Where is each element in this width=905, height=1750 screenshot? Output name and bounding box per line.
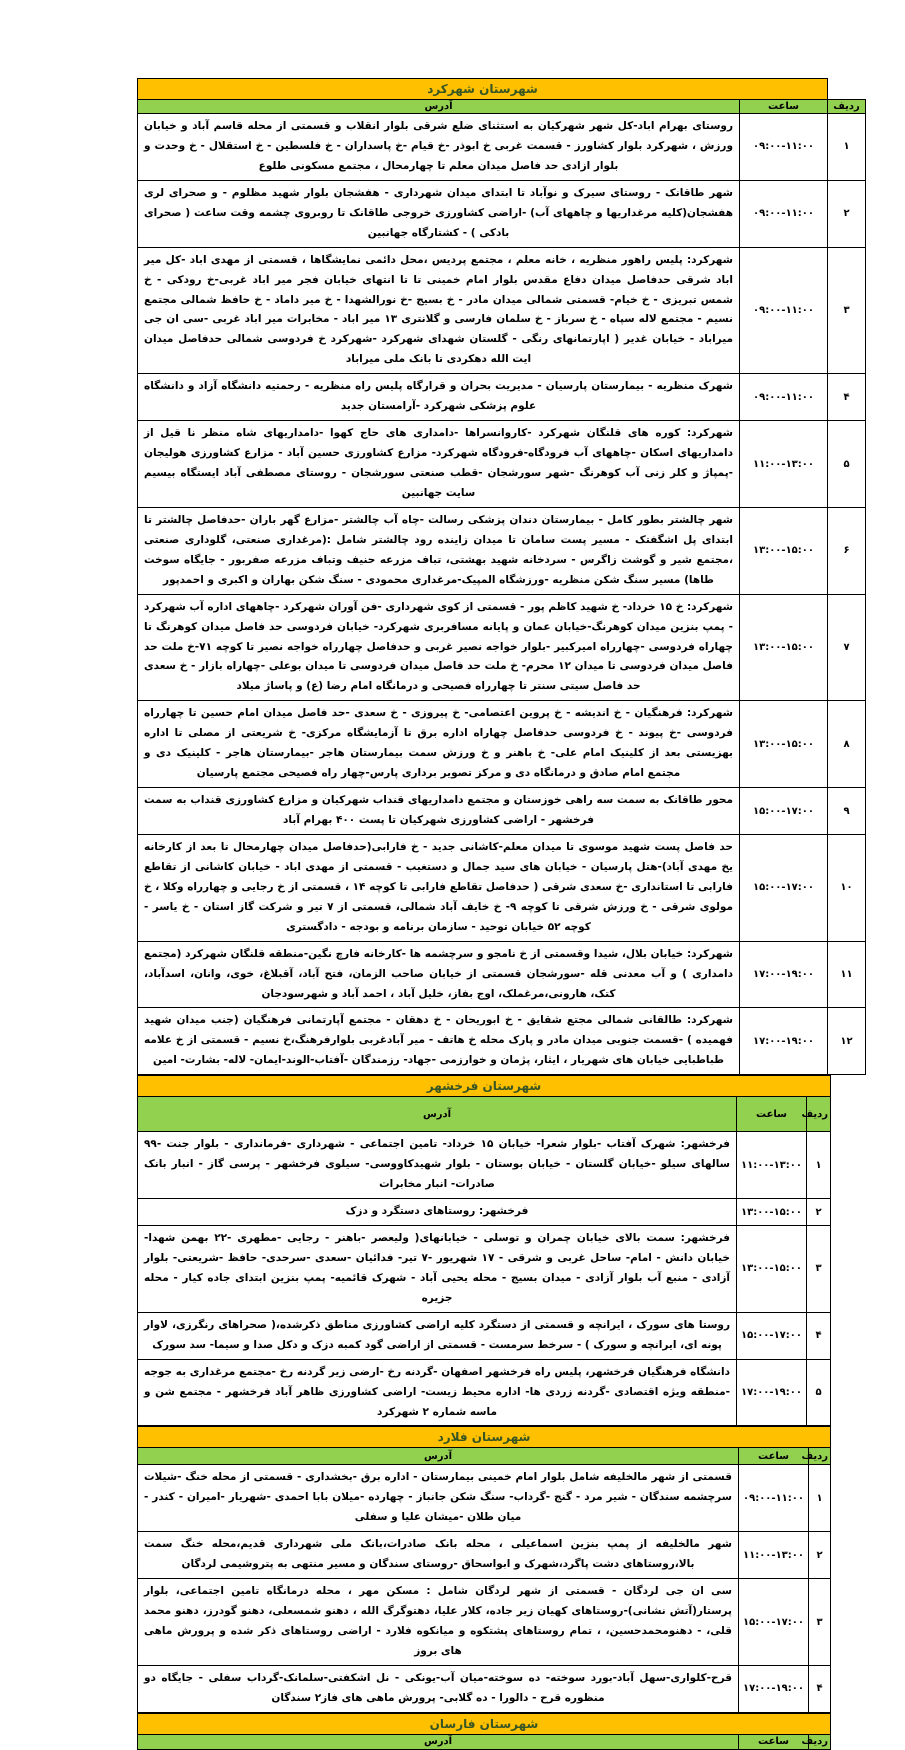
table-row	[138, 834, 866, 941]
table-row	[138, 1132, 831, 1199]
row-number-cell: ۲	[809, 1532, 831, 1579]
time-cell: ۱۵:۰۰-۱۷:۰۰	[739, 1579, 809, 1666]
time-cell: ۱۷:۰۰-۱۹:۰۰	[739, 1665, 809, 1712]
title-gap-cell	[828, 79, 866, 100]
column-header-row	[138, 1448, 831, 1465]
time-cell: ۰۹:۰۰-۱۱:۰۰	[740, 114, 828, 181]
time-cell: ۱۵:۰۰-۱۷:۰۰	[740, 834, 828, 941]
address-cell: شهرکرد: کوره های قلنگان شهرکرد -کاروانسراها -دامداری های حاج کهوا -دامداریهای شاه منظر نا قیل از دامداریهای اسکان -چاههای آب فرودگاه-فرودگاه شهرکرد- مزارع کشاورزی حسین آباد - مزارع کشاورزی هولیجان -پمپاژ و کلر زنی آب کوهرنگ -شهر سورشجان -قطب صنعتی سورشجان - روستای مصطفی آباد ایستگاه بیسیم سایت جهانبین	[138, 421, 740, 508]
table-row	[138, 247, 866, 374]
table-row	[138, 180, 866, 247]
table-farsan	[137, 1713, 831, 1750]
column-header-row	[138, 1734, 831, 1749]
table-row	[138, 1359, 831, 1426]
address-cell: محور طاقانک به سمت سه راهی خوزستان و مجتمع دامداریهای قنداب شهرکیان و مزارع کشاورزی قنداب به سمت فرخشهر - اراضی کشاورزی شهرکیان تا پست ۴۰۰ بهرام آباد	[138, 788, 740, 835]
table-row	[138, 507, 866, 594]
table-row	[138, 594, 866, 701]
table-row	[138, 421, 866, 508]
time-cell: ۱۱:۰۰-۱۳:۰۰	[737, 1132, 807, 1199]
address-cell: شهرکرد: خیابان بلال، شیدا وقسمتی از خ نامجو و سرچشمه ها -کارخانه فارچ نگین-منطقه قلنگان شهرکرد (مجتمع دامداری ) و آب معدنی قله -سورشجان قسمتی از خیابان صاحب الزمان، فتح آباد، آقبلاغ، خوی، وانان، اسدآباد، کتک، هارونی،مرغملک، اوج بفاز، خلیل آباد ، احمد آباد و شهرسودجان	[138, 941, 740, 1008]
column-header-time: ساعت	[740, 100, 828, 114]
time-cell: ۱۵:۰۰-۱۷:۰۰	[740, 788, 828, 835]
address-cell: حد فاصل پست شهید موسوی تا میدان معلم-کاشانی جدید - خ فارابی(حدفاصل میدان چهارمحال تا بعد از کارخانه یخ مهدی آباد)-هتل پارسیان - خیابان های سید جمال و دستغیب - قسمتی از مهدی اباد - خیابان کاشانی از تقاطع فارابی تا استانداری -خ سعدی شرقی ( حدفاصل تقاطع فارابی تا کوچه ۱۴ ، قسمتی از خ رجایی و چهارراه وکلا ، خ مولوی شرقی - خ ورزش شرقی تا کوچه ۹- خ خایف آباد شمالی، قسمتی از ۷ تیر و شرکت گاز استان - خ یاسر - کوچه ۵۲ خیابان توحید - سازمان برنامه و بودجه - دادگستری	[138, 834, 740, 941]
address-cell: سی ان جی لردگان - قسمتی از شهر لردگان شامل : مسکن مهر ، محله درمانگاه تامین اجتماعی، بلوار پرستار(آتش نشانی)-روستاهای کهیان زیر جاده، کلار علیا، دهتوگرگ الله ، دهنو شمسعلی، دهنو گودرز، دهنو محمد قلی، - دهنومحمدحسین، ، تمام روستاهای پشتکوه و میانکوه فلارد - اراضی روستاهای ذکر شده و پرورش ماهی های بروز	[138, 1579, 739, 1666]
address-cell: شهر چالشتر بطور کامل - بیمارستان دندان پزشکی رسالت -چاه آب چالشتر -مزارع گهر باران -حدفاصل چالشتر تا ابتدای پل اشگفتک - مسیر پست سامان تا میدان زاینده رود چالشتر شامل :(مرغداری صنعتی، گلوداری صنعتی ،مجتمع شیر و گوشت زاگرس - سردخانه شهید بهشتی، تباف مزرعه حنیف وتباف مزرعه صفربور - جایگاه سوخت طاها) مسیر سنگ شکن منظریه -ورزشگاه المپیک-مرغداری محمودی - سنگ شکن بهاران و اکبری و احمدپور	[138, 507, 740, 594]
row-number-cell: ۱	[809, 1465, 831, 1532]
section-title: شهرستان شهرکرد	[138, 79, 828, 100]
column-header-address: آدرس	[138, 1734, 739, 1749]
time-cell: ۱۱:۰۰-۱۳:۰۰	[740, 421, 828, 508]
address-cell: قرح-کلواری-سهل آباد-بورد سوخته- ده سوخته-میان آب-یونکی - نل اشکفتی-سلمانک-گرداب سفلی - جایگاه دو منظوره قرح - دالورا - ده گلابی- پرورش ماهی های فاز۲ سندگان	[138, 1665, 739, 1712]
time-cell: ۰۹:۰۰-۱۱:۰۰	[740, 180, 828, 247]
address-cell: قسمتی از شهر مالخلیفه شامل بلوار امام خمینی بیمارستان - اداره برق -بخشداری - قسمتی از محله خنگ -شیلات سرچشمه سندگان - شیر مرد - گنج -گرداب- سنگ شکن جانباز - چهارده -میلان بابا احمدی -شهریار -امیران - کندر - میان طلان -میشان علیا و سفلی	[138, 1465, 739, 1532]
time-cell: ۱۷:۰۰-۱۹:۰۰	[740, 1008, 828, 1075]
outage-schedule-document	[137, 78, 866, 1750]
address-cell: دانشگاه فرهنگیان فرخشهر، پلیس راه فرخشهر اصفهان -گردنه رخ -ارضی زیر گردنه رخ -مجتمع مرغداری به جوجه -منطقه ویژه اقتصادی -گردنه زردی ها- اداره محیط زیست- اراضی کشاورزی ظاهر آباد فرخشهر - مجتمع شن و ماسه شماره ۲ شهرکرد	[138, 1359, 737, 1426]
address-cell: روستا های سورک ، ایرانچه و قسمتی از دستگرد کلیه اراضی کشاورزی مناطق ذکرشده،( صحراهای رنگرزی، لاوار پونه ای، ایرانچه و سورک ) - سرخط سرمست - قسمتی از اراضی گود کمبه دزک و دکل صدا و سیما- سد سورک	[138, 1312, 737, 1359]
address-cell: فرخشهر: شهرک آفتاب -بلوار شعرا- خیابان ۱۵ خرداد- تامین اجتماعی - شهرداری -فرمانداری - بلوار جنت -۹۹ سالهای سیلو -خیابان گلستان - خیابان بوستان - بلوار شهیدکاووسی- سیلوی فرخشهر - پرسی گاز - انبار بانک صادرات- انبار مخابرات	[138, 1132, 737, 1199]
time-cell: ۱۷:۰۰-۱۹:۰۰	[737, 1359, 807, 1426]
time-cell: ۰۹:۰۰-۱۱:۰۰	[740, 374, 828, 421]
address-cell: شهرکرد: طالقانی شمالی مجتع شقایق - خ ابوریحان - خ دهقان - مجتمع آپارتمانی فرهنگیان (جنب میدان شهید فهمیده ) -قسمت جنوبی میدان مادر و پارک محله خ هاتف - میر آبادغربی بلوارفرهنگ،خ نسیم - قسمتی از خ علامه طباطبایی خیابان های شهریار ، ایثار، پژمان و خوارزمی -جهاد- رزمندگان -آفتاب-الوند-ایمان- لاله- بشارت- امین	[138, 1008, 740, 1075]
section-title-row	[138, 1427, 831, 1448]
row-number-cell: ۱	[807, 1132, 831, 1199]
column-header-row-number: ردیف	[807, 1097, 831, 1132]
row-number-cell: ۲	[807, 1199, 831, 1226]
time-cell: ۱۵:۰۰-۱۷:۰۰	[737, 1312, 807, 1359]
time-cell: ۰۹:۰۰-۱۱:۰۰	[740, 247, 828, 374]
row-number-cell: ۳	[828, 247, 866, 374]
table-row	[138, 1008, 866, 1075]
row-number-cell: ۵	[807, 1359, 831, 1426]
column-header-row	[138, 100, 866, 114]
row-number-cell: ۹	[828, 788, 866, 835]
column-header-row	[138, 1097, 831, 1132]
table-row	[138, 374, 866, 421]
table-row	[138, 114, 866, 181]
time-cell: ۰۹:۰۰-۱۱:۰۰	[739, 1465, 809, 1532]
column-header-address: آدرس	[138, 1097, 737, 1132]
table-row	[138, 1465, 831, 1532]
section-title-row	[138, 79, 866, 100]
row-number-cell: ۱۰	[828, 834, 866, 941]
table-row	[138, 1579, 831, 1666]
column-header-address: آدرس	[138, 1448, 739, 1465]
time-cell: ۱۳:۰۰-۱۵:۰۰	[740, 701, 828, 788]
column-header-row-number: ردیف	[809, 1734, 831, 1749]
table-shahrekord	[137, 78, 866, 1075]
row-number-cell: ۱	[828, 114, 866, 181]
section-title-row	[138, 1076, 831, 1097]
address-cell: فرخشهر: سمت بالای خیابان چمران و توسلی - خیابانهای( ولیعصر -باهنر - رجایی -مطهری -۲۲ بهمن شهدا- خیابان دانش - امام- ساحل غربی و شرقی - ۱۷ شهریور -۷ تیر- فدائیان -سعدی -سرحدی- حافظ -شریعتی- بلوار آزادی - منبع آب بلوار آزادی - میدان بسیج - محله یحیی آباد - شهرک قائمیه- پمپ بنزین ابتدای جاده کیار - محله جزیره	[138, 1226, 737, 1313]
table-falard	[137, 1426, 831, 1712]
address-cell: شهرکرد: پلیس راهور منظریه ، خانه معلم ، مجتمع پردیس ،محل دائمی نمایشگاها ، قسمتی از مهدی اباد -کل میر اباد شرقی حدفاصل میدان دفاع مقدس بلوار امام خمینی تا تا انتهای خیابان فجر میر اباد غربی-خ رودکی - خ شمس تبریزی - خ خیام- قسمتی شمالی میدان مادر - خ بسیج -خ نورالشهدا - خ میر داماد - خ حافظ شمالی مجتمع نسیم - مجتمع لاله سپاه - خ سرباز - خ سلمان فارسی و گلانتری ۱۳ میر اباد - مخابرات میر اباد غربی -سی ان جی میراباد - خیابان غدیر ( اپارتمانهای رنگی - گلستان شهدای شهرکرد -شهرکرد خ فردوسی شمالی حدفاصل میدان ایت الله دهکردی تا بانک ملی میراباد	[138, 247, 740, 374]
column-header-time: ساعت	[737, 1097, 807, 1132]
row-number-cell: ۸	[828, 701, 866, 788]
column-header-row-number: ردیف	[828, 100, 866, 114]
address-cell: شهر طاقانک - روستای سیرک و نوآباد تا ابتدای میدان شهرداری - هفشجان بلوار شهید مظلوم - و صحرای لری هفشجان(کلیه مرغداریها و چاههای آب) -اراضی کشاورزی خروجی طاقانک تا روبروی چشمه وقت ساعت ( صحرای بادکی ) - کشتارگاه جهانبین	[138, 180, 740, 247]
section-title: شهرستان فارسان	[138, 1713, 831, 1734]
address-cell: شهرک منظریه - بیمارستان پارسیان - مدیریت بحران و قرارگاه پلیس راه منظریه - رحمتیه دانشگاه آزاد و دانشگاه علوم پزشکی شهرکرد -آرامستان جدید	[138, 374, 740, 421]
address-cell: فرخشهر: روستاهای دستگرد و دزک	[138, 1199, 737, 1226]
time-cell: ۱۳:۰۰-۱۵:۰۰	[737, 1226, 807, 1313]
time-cell: ۱۷:۰۰-۱۹:۰۰	[740, 941, 828, 1008]
row-number-cell: ۷	[828, 594, 866, 701]
section-title-row	[138, 1713, 831, 1734]
table-row	[138, 1665, 831, 1712]
row-number-cell: ۴	[809, 1665, 831, 1712]
row-number-cell: ۴	[807, 1312, 831, 1359]
column-header-time: ساعت	[739, 1734, 809, 1749]
row-number-cell: ۱۱	[828, 941, 866, 1008]
section-title: شهرستان فرخشهر	[138, 1076, 831, 1097]
table-row	[138, 1312, 831, 1359]
table-row	[138, 788, 866, 835]
row-number-cell: ۱۲	[828, 1008, 866, 1075]
time-cell: ۱۳:۰۰-۱۵:۰۰	[740, 507, 828, 594]
row-number-cell: ۵	[828, 421, 866, 508]
time-cell: ۱۳:۰۰-۱۵:۰۰	[740, 594, 828, 701]
time-cell: ۱۳:۰۰-۱۵:۰۰	[737, 1199, 807, 1226]
table-row	[138, 1532, 831, 1579]
time-cell: ۱۱:۰۰-۱۳:۰۰	[739, 1532, 809, 1579]
table-row	[138, 1226, 831, 1313]
table-farrokhshahr	[137, 1075, 831, 1426]
address-cell: شهرکرد: خ ۱۵ خرداد- خ شهید کاظم پور - قسمتی از کوی شهرداری -فن آوران شهرکرد -چاههای اداره آب شهرکرد - پمپ بنزین میدان کوهرنگ-خیابان عمان و پایانه مسافربری شهرکرد- خیابان فردوسی حد فاصل میدان کوهرنگ تا چهاراه فردوسی -چهارراه امیرکبیر -بلوار خواجه نصیر غربی و حدفاصل چهارراه خواجه نصیر تا کوچه ۷۱-خ ملت حد فاصل میدان فردوسی تا میدان ۱۲ محرم- خ ملت حد فاصل میدان فردوسی تا میدان بوعلی -چهاراه بازار - خ سعدی حد فاصل سیتی سنتر تا چهارراه فصیحی و درمانگاه امام رضا (ع) و پاساژ میلاد	[138, 594, 740, 701]
row-number-cell: ۲	[828, 180, 866, 247]
table-row	[138, 1199, 831, 1226]
row-number-cell: ۴	[828, 374, 866, 421]
section-title: شهرستان فلارد	[138, 1427, 831, 1448]
row-number-cell: ۳	[807, 1226, 831, 1313]
column-header-row-number: ردیف	[809, 1448, 831, 1465]
column-header-address: آدرس	[138, 100, 740, 114]
address-cell: روستای بهرام اباد-کل شهر شهرکیان به استثنای ضلع شرقی بلوار انقلاب و قسمتی از محله قاسم آباد و خیابان ورزش ، شهرکرد بلوار کشاورز - قسمت غربی خ ابوذر -خ قیام -خ پاسداران - خ فلسطین - خ استقلال - خ وحدت و بلوار ازادی حد فاصل میدان معلم تا چهارمحال ، مجتمع مسکونی طلوع	[138, 114, 740, 181]
row-number-cell: ۶	[828, 507, 866, 594]
row-number-cell: ۳	[809, 1579, 831, 1666]
column-header-time: ساعت	[739, 1448, 809, 1465]
table-row	[138, 941, 866, 1008]
address-cell: شهرکرد: فرهنگیان - خ اندیشه - خ پروین اعتصامی- خ پیروزی - خ سعدی -حد فاصل میدان امام حسین تا چهارراه فردوسی -خ پیوند - خ فردوسی حدفاصل چهاراه اداره برق تا آزمایشگاه مرکزی- خ شریعتی از مصلی تا اداره بهزیستی بعد از کلینیک امام علی- خ باهنر و خ ورزش سمت بیمارستان هاجر -بیمارستان هاجر - کلینیک دی و مجتمع امام صادق و درمانگاه دی و مرکز تصویر برداری پارس-چهار راه فصیحی مجتمع پارسیان	[138, 701, 740, 788]
table-row	[138, 701, 866, 788]
address-cell: شهر مالخلیفه از پمپ بنزین اسماعیلی ، محله بانک صادرات،بانک ملی شهرداری قدیم،محله خنگ سمت بالا،روستاهای دشت پاگرد،شهرک و ابواسحاق -روستای سندگان و مسیر منتهی به پتروشیمی لردگان	[138, 1532, 739, 1579]
